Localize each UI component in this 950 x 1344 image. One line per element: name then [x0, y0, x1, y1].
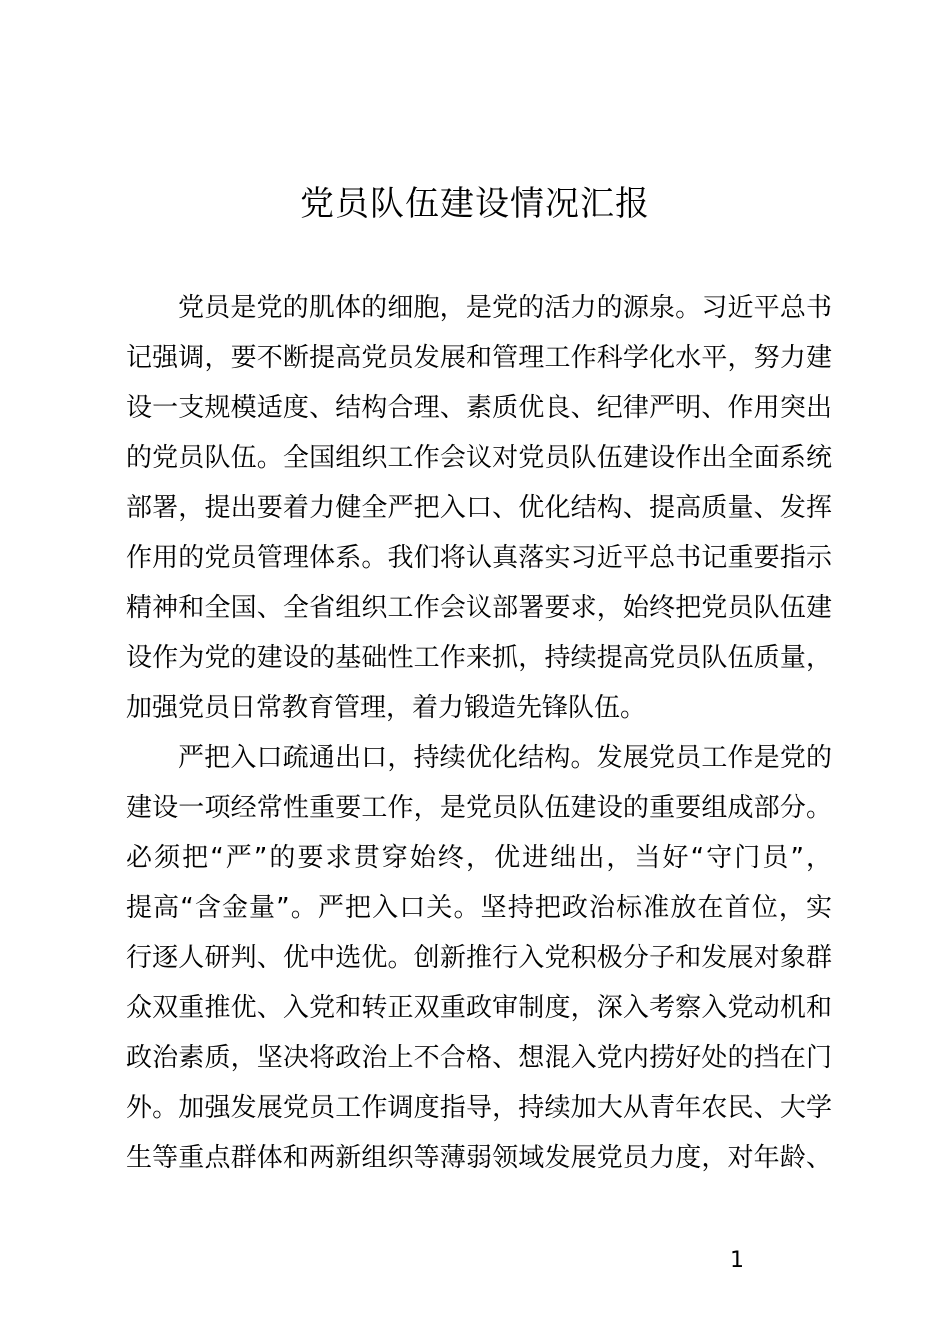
paragraph-line: 行逐人研判、优中选优。创新推行入党积极分子和发展对象群	[126, 943, 832, 973]
document-body	[126, 283, 832, 1183]
page-number: 1	[730, 1248, 744, 1273]
paragraph-line: 严把入口疏通出口，持续优化结构。发展党员工作是党的	[178, 743, 832, 773]
document-title: 党员队伍建设情况汇报	[300, 184, 650, 224]
paragraph-line: 部署，提出要着力健全严把入口、优化结构、提高质量、发挥	[126, 493, 832, 523]
paragraph-intro	[126, 283, 832, 733]
paragraph-line: 必须把“严”的要求贯穿始终，优进绌出，当好“守门员”，	[126, 843, 832, 873]
paragraph-line: 政治素质，坚决将政治上不合格、想混入党内捞好处的挡在门	[126, 1043, 832, 1073]
paragraph-line: 作用的党员管理体系。我们将认真落实习近平总书记重要指示	[126, 543, 832, 573]
paragraph-line: 加强党员日常教育管理，着力锻造先锋队伍。	[126, 693, 647, 723]
paragraph-line: 建设一项经常性重要工作，是党员队伍建设的重要组成部分。	[126, 793, 832, 823]
paragraph-line: 生等重点群体和两新组织等薄弱领域发展党员力度，对年龄、	[126, 1143, 832, 1173]
paragraph-line: 党员是党的肌体的细胞，是党的活力的源泉。习近平总书	[178, 293, 832, 323]
paragraph-line: 记强调，要不断提高党员发展和管理工作科学化水平，努力建	[126, 343, 832, 373]
paragraph-entry-control	[126, 733, 832, 1183]
paragraph-line: 设一支规模适度、结构合理、素质优良、纪律严明、作用突出	[126, 393, 832, 423]
paragraph-line: 众双重推优、入党和转正双重政审制度，深入考察入党动机和	[126, 993, 832, 1023]
paragraph-line: 外。加强发展党员工作调度指导，持续加大从青年农民、大学	[126, 1093, 832, 1123]
paragraph-line: 的党员队伍。全国组织工作会议对党员队伍建设作出全面系统	[126, 443, 832, 473]
paragraph-line: 设作为党的建设的基础性工作来抓，持续提高党员队伍质量，	[126, 643, 832, 673]
paragraph-line: 精神和全国、全省组织工作会议部署要求，始终把党员队伍建	[126, 593, 832, 623]
paragraph-line: 提高“含金量”。严把入口关。坚持把政治标准放在首位，实	[126, 893, 832, 923]
